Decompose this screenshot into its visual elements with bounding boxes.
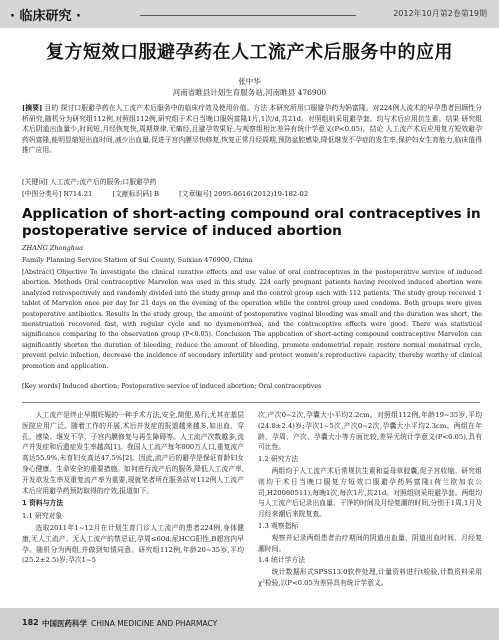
- author-cn: 张中华: [238, 77, 261, 86]
- body-paragraph: 次,产次0~2次,孕囊大小平均2.2cm。对照组112例,年龄19~35岁,平均(24.8±2.4)岁;孕次1~5次,产次0~2次,孕囊大小平均2.3cm。两组在年龄、孕周、产次、孕囊大小等方面比较,差异无统计学意义(P<0.05),具有可比性。: [258, 411, 482, 452]
- document-code: [文献标识码] B: [112, 190, 159, 198]
- body-paragraph: 两组均于人工流产术后常规抗生素和益母草胶囊,促子宫收缩。研究组则均于术日当晚口服复方短效口服避孕药妈富隆(荷兰欧加农公司,H20080511),每晚1次,每次1片,共21d。对照组则采用避孕套。两组均与人工流产后记录出血量、干净的时间及月经复潮的时间,分别于1周,1月及月经来潮后来院复查。: [258, 466, 482, 519]
- page-number: 182: [22, 618, 39, 627]
- article-number: [文章编号] 2095-0616(2012)19-182-02: [179, 190, 309, 198]
- clc-number: [中图分类号] R714.21: [22, 190, 93, 198]
- section-heading: 1.1 研究对象: [22, 512, 63, 521]
- affiliation-cn: 河南省睢县计划生育服务站,河南睢县 476900: [172, 88, 327, 97]
- classification-cn: [22, 188, 482, 198]
- abstract-cn-text: 目的 探讨口服避孕药在人工流产术后服务中的临床疗效及使用价值。方法 本研究所用口服避孕药为妈富隆。对224例人流术的早孕患者回顾性分析研究,随机分为研究组112例,对照组112例,研究组于术日当晚口服妈富隆1片,1次/d,共21d。对照组则采用避孕套。均与术后应用抗生素。结果 研究组术后阴道出血量少,时间短,月经恢复快,周期规律,无痛经,且避孕效果好,与观察组相比差异有统计学意义(P<0.05)。结论 人工流产术后应用复方短效避孕药妈富隆,能明显缩短出血时间,减少出血量,促进子宫内膜尽快修复,恢复正常月经周期,预防盆腔感染,降低继发不孕症的发生率,保护妇女生育能力,临床值得推广应用。: [22, 104, 482, 155]
- body-paragraph: 选取2011年1~12月在计划生育门诊人工流产的患者224例,身体健康,无人工流产、无人工流产的禁忌证,孕周≤60d,尿HCG阳性,B超宫内早孕。随机分为两组,并做到知情同意。研究组112例,年龄20~35岁,平均(25.2±2.5)岁;孕次1~5: [22, 523, 244, 565]
- article-title-cn: 复方短效口服避孕药在人工流产术后服务中的应用: [46, 42, 453, 63]
- body-column-left: [22, 410, 244, 566]
- journal-name-cn: 中国医药科学: [42, 619, 87, 628]
- body-paragraph: 统计数据形式SPSS13.0软件处理,计量资料进行t检验,计数资料采用χ²检验,以P<0.05为差异具有统计学意义。: [258, 568, 482, 587]
- body-paragraph: 人工流产是终止早期妊娠的一种手术方法,安全,简便,易行,尤其在基层医院应用广泛。随着工作的开展,术后并发症的报道越来越多,如出血、穿孔、感染、继发不孕、子宫内膜修复与再生障碍等。人工流产次数越多,流产并发症和后遗症发生率越高[1]。我国人工流产每年800万人口,重复流产高达55.9%,未育妇女高达47.5%[2]。因此,流产后的避孕是保证育龄妇女身心健康、生命安全的重要措施。如何进行流产后的服务,降低人工流产率,开发欲发生率及重复流产率为重要,现就笔者所在服务站对112例人工流产术后应用避孕药预防取得的疗效,报道如下。: [22, 411, 244, 495]
- section-heading: 1.3 观察指标: [258, 521, 299, 530]
- affiliation-en: Family Planning Service Station of Sui County, Suixian 476900, China: [22, 256, 253, 264]
- abstract-cn: [22, 103, 482, 156]
- journal-name-en: CHINA MEDICINE AND PHARMACY: [91, 619, 218, 628]
- body-divider: [22, 402, 480, 403]
- author-en: ZHANG Zhonghua: [22, 244, 84, 252]
- abstract-en: [Abstract] Objective To investigate the clinical curative effects and use value of oral contraceptives in the postoperative service of induced abortion. Methods Oral contraceptive Marvelon was used in this study. 224 early pregnant patients having received induced abortion were analyzed retrospectively and randomly divided into the study group and the control group each with 112 patients. The study group received 1 tablet of Marvelon once per day for 21 days on the evening of the operation while the control group used condoms. Both groups were given postoperative antibiotics. Results In the study group, the amount of postoperative vaginal bleeding was small and the duration was short, the menstruation recovered fast, with regular cycle and no dysmenorrhea, and the contraceptive effects were good. There was statistical significance comparing to the observation group (P<0.05). Conclusion The application of short-acting compound contraceptive Marvelon can significantly shorten the duration of bleeding, reduce the amount of bleeding, promote endometrial repair, restore normal menstrual cycle, prevent pelvic infection, decrease the incidence of secondary infertility and protect women's reproductive capacity, thereby worthy of clinical promotion and application.: [22, 269, 482, 370]
- body-column-right: [258, 410, 482, 589]
- section-heading: 1.2 研究方法: [258, 455, 299, 464]
- keywords-cn: [关键词] 人工流产;流产后的服务;口服避孕药: [22, 178, 157, 186]
- issue-info: 2012年10月第2卷第19期: [393, 9, 487, 18]
- abstract-cn-label: [摘要]: [22, 104, 43, 112]
- section-heading: 1 资料与方法: [22, 499, 64, 508]
- section-label: · 临床研究 ·: [10, 9, 81, 24]
- header-divider: [140, 15, 356, 16]
- section-heading: 1.4 统计学方法: [258, 556, 305, 565]
- journal-name: [42, 618, 217, 629]
- keywords-en: [Key words] Induced abortion; Postoperative service of induced abortion; Oral contraceptives: [22, 383, 322, 390]
- body-paragraph: 观察并记录两组患者治疗期间的阴道出血量、阴道出血时间、月经复潮时间。: [258, 533, 482, 553]
- article-title-en: Application of short-acting compound oral contraceptives in postoperative service of induced abortion: [22, 206, 481, 239]
